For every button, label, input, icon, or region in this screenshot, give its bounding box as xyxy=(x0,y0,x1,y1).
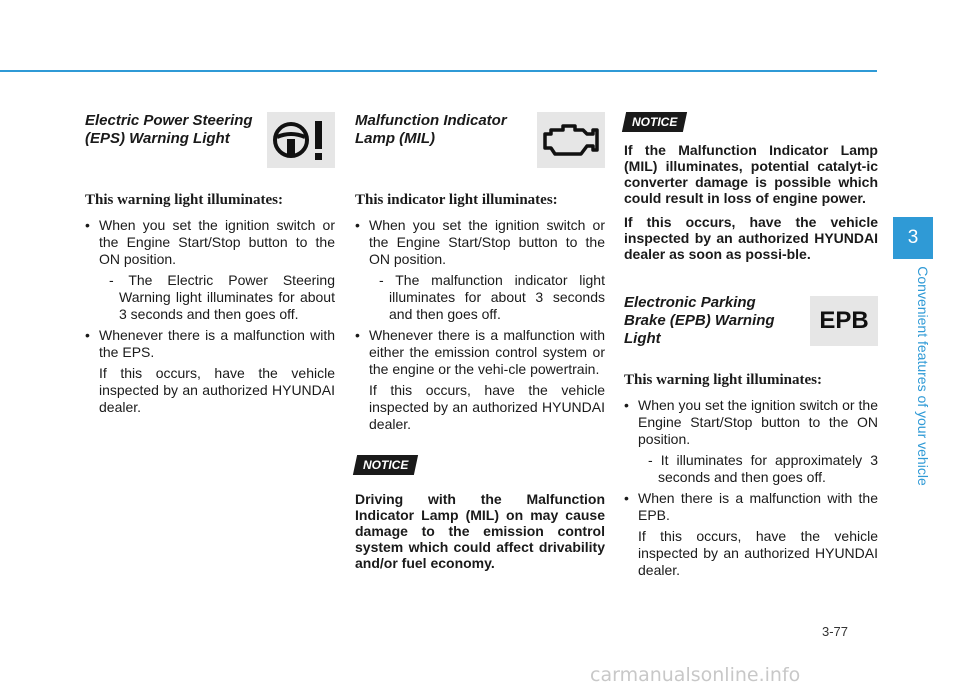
list-item xyxy=(624,397,878,486)
mil-notice-text: Driving with the Malfunction Indicator Lamp (MIL) on may cause damage to the emission control system which could affect drivability and/or fuel economy. xyxy=(355,491,605,571)
epb-bullets xyxy=(624,397,878,579)
eps-bullet-1: When you set the ignition switch or the Engine Start/Stop button to the ON position. xyxy=(99,217,335,267)
engine-icon xyxy=(537,112,605,168)
right-column xyxy=(624,112,878,583)
mil-catalytic-notice: If the Malfunction Indicator Lamp (MIL) illuminates, potential catalyt-ic converter damage is possible which could result in loss of engine power. xyxy=(624,142,878,206)
epb-bullet-2-note: If this occurs, have the vehicle inspected by an authorized HYUNDAI dealer. xyxy=(638,528,878,578)
mil-bullet-1-sub: - The malfunction indicator light illuminates for about 3 seconds and then goes off. xyxy=(379,272,605,322)
mil-bullet-1: When you set the ignition switch or the Engine Start/Stop button to the ON position. xyxy=(369,217,605,267)
epb-illuminates-heading: This warning light illuminates: xyxy=(624,372,822,388)
eps-illuminates-heading: This warning light illuminates: xyxy=(85,192,283,208)
epb-bullet-1: When you set the ignition switch or the Engine Start/Stop button to the ON position. xyxy=(638,397,878,447)
mil-notice xyxy=(355,455,605,571)
eps-bullet-1-sub: - The Electric Power Steering Warning light illuminates for about 3 seconds and then goes off. xyxy=(109,272,335,322)
mil-dealer-notice: If this occurs, have the vehicle inspected by an authorized HYUNDAI dealer as soon as possi-ble. xyxy=(624,214,878,262)
chapter-number-tab: 3 xyxy=(893,217,933,259)
eps-section xyxy=(85,108,335,420)
list-item xyxy=(355,327,605,433)
epb-title: Electronic Parking Brake (EPB) Warning Light xyxy=(624,294,775,347)
page-number: 3-77 xyxy=(822,624,849,639)
epb-bullet-2: When there is a malfunction with the EPB. xyxy=(638,490,878,523)
chapter-title-tab xyxy=(913,260,933,492)
mil-title: Malfunction Indicator Lamp (MIL) xyxy=(355,112,507,147)
mil-bullet-2: Whenever there is a malfunction with either the emission control system or the engine or the vehi-cle powertrain. xyxy=(369,327,605,377)
list-item xyxy=(624,490,878,579)
list-item xyxy=(85,217,335,323)
eps-bullets xyxy=(85,217,335,416)
epb-header xyxy=(624,294,878,346)
eps-bullet-2-note: If this occurs, have the vehicle inspected by an authorized HYUNDAI dealer. xyxy=(99,365,335,415)
watermark: carmanualsonline.info xyxy=(590,664,801,686)
epb-icon: EPB xyxy=(810,296,878,346)
mil-section xyxy=(355,108,605,571)
header-rule xyxy=(0,70,877,72)
mil-bullet-2-note: If this occurs, have the vehicle inspected by an authorized HYUNDAI dealer. xyxy=(369,382,605,432)
eps-title: Electric Power Steering (EPS) Warning Light xyxy=(85,112,253,147)
eps-header xyxy=(85,112,335,168)
list-item xyxy=(355,217,605,323)
notice-badge: NOTICE xyxy=(622,112,688,132)
mil-bullets xyxy=(355,217,605,433)
eps-bullet-2: Whenever there is a malfunction with the EPS. xyxy=(99,327,335,360)
mil-header xyxy=(355,112,605,168)
steering-wheel-exclamation-icon xyxy=(267,112,335,168)
notice-badge: NOTICE xyxy=(353,455,419,475)
mil-illuminates-heading: This indicator light illuminates: xyxy=(355,192,558,208)
list-item xyxy=(85,327,335,416)
chapter-title: Convenient features of your vehicle xyxy=(915,266,931,486)
epb-bullet-1-sub: - It illuminates for approximately 3 seconds and then goes off. xyxy=(648,452,878,485)
